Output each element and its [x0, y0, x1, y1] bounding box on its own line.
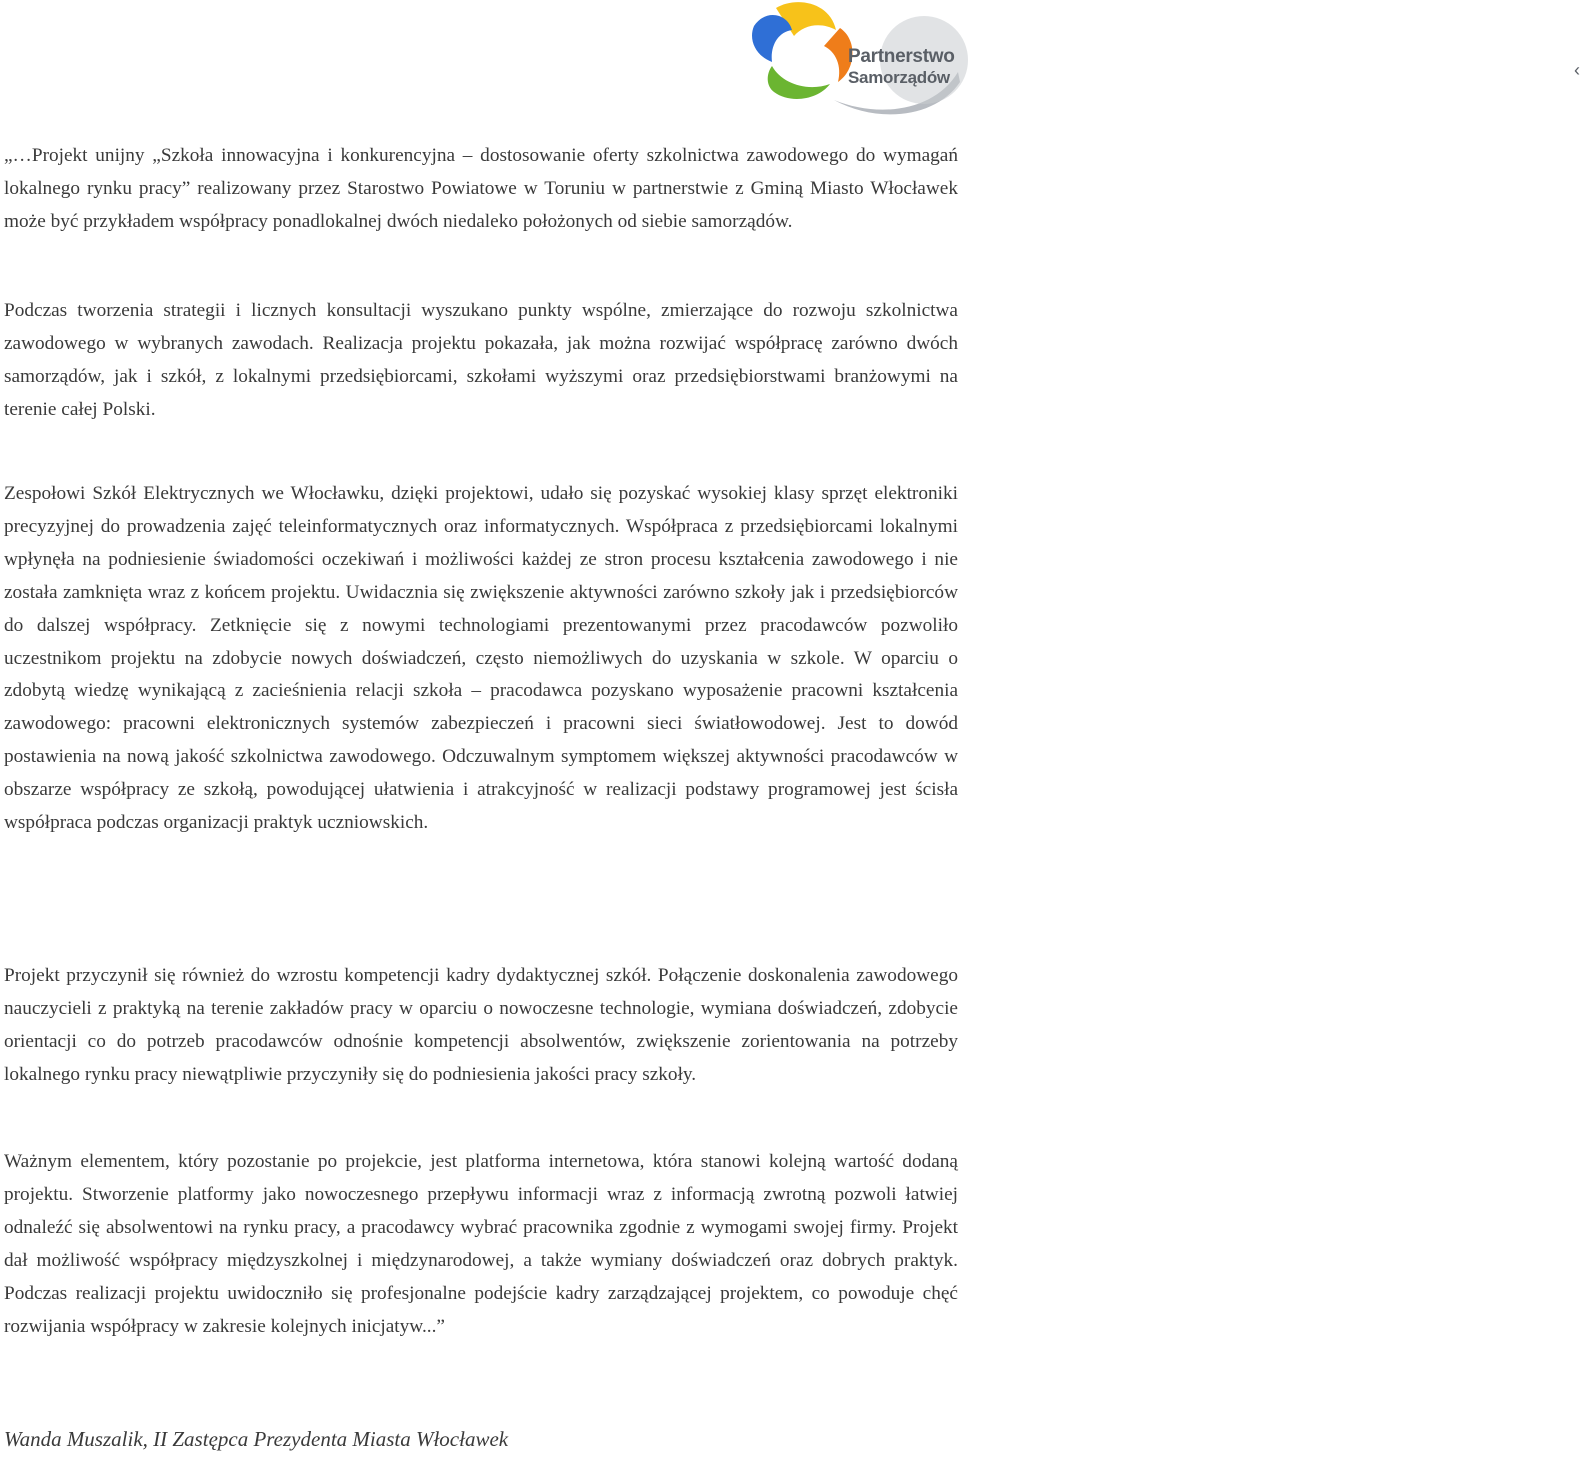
signature: Wanda Muszalik, II Zastępca Prezydenta Miasta Włocławek: [4, 1427, 509, 1451]
paragraph-intro: „…Projekt unijny „Szkoła innowacyjna i konkurencyjna – dostosowanie oferty szkolnictwa zawodowego do wymagań lokalnego rynku pracy” realizowany przez Starostwo Powiatowe w Toruniu w partnerstwie z Gminą Miasto Włocławek może być przykładem współpracy ponadlokalnej dwóch niedaleko położonych od siebie samorządów.: [4, 145, 958, 232]
paragraph-competence: Projekt przyczynił się również do wzrostu kompetencji kadry dydaktycznej szkół. Połączenie doskonalenia zawodowego nauczycieli z praktyką na terenie zakładów pracy w oparciu o nowoczesne technologie, wymiana doświadczeń, zdobycie orientacji co do potrzeb pracodawców odnośnie kompetencji absolwentów, zwiększenie zorientowania na potrzeby lokalnego rynku pracy niewątpliwie przyczyniły się do podniesienia jakości pracy szkoły.: [4, 965, 958, 1085]
paragraph-platform: Ważnym elementem, który pozostanie po projekcie, jest platforma internetowa, która stanowi kolejną wartość dodaną projektu. Stworzenie platformy jako nowoczesnego przepływu informacji wraz z informacją zwrotną pozwoli łatwiej odnaleźć się absolwentowi na rynku pracy, a pracodawcy wybrać pracownika zgodnie z wymogami swojej firmy. Projekt dał możliwość współpracy międzyszkolnej i międzynarodowej, a także wymiany doświadczeń oraz dobrych praktyk. Podczas realizacji projektu uwidoczniło się profesjonalne podejście kadry zarządzającej projektem, co powoduje chęć rozwijania współpracy w zakresie kolejnych inicjatyw...”: [4, 1151, 958, 1337]
logo-chevron: ‹: [1574, 60, 1580, 80]
paragraph-strategy: Podczas tworzenia strategii i licznych konsultacji wyszukano punkty wspólne, zmierzające do rozwoju szkolnictwa zawodowego w wybranych zawodach. Realizacja projektu pokazała, jak można rozwijać współpracę zarówno dwóch samorządów, jak i szkół, z lokalnymi przedsiębiorcami, szkołami wyższymi oraz przedsiębiorstwami branżowymi na terenie całej Polski.: [4, 300, 958, 420]
logo-text-line2: Samorządów: [848, 68, 950, 87]
paragraph-school: Zespołowi Szkół Elektrycznych we Włocławku, dzięki projektowi, udało się pozyskać wysokiej klasy sprzęt elektroniki precyzyjnej do prowadzenia zajęć teleinformatycznych oraz informatycznych. Współpraca z przedsiębiorcami lokalnymi wpłynęła na podniesienie świadomości oczekiwań i możliwości każdej ze stron procesu kształcenia zawodowego i nie została zamknięta wraz z końcem projektu. Uwidacznia się zwiększenie aktywności zarówno szkoły jak i przedsiębiorców do dalszej współpracy. Zetknięcie się z nowymi technologiami prezentowanymi przez pracodawców pozwoliło uczestnikom projektu na zdobycie nowych doświadczeń, często niemożliwych do uzyskania w szkole. W oparciu o zdobytą wiedzę wynikającą z zacieśnienia relacji szkoła – pracodawca pozyskano wyposażenie pracowni kształcenia zawodowego: pracowni elektronicznych systemów zabezpieczeń i pracowni sieci światłowodowej. Jest to dowód postawienia na nową jakość szkolnictwa zawodowego. Odczuwalnym symptomem większej aktywności pracodawców w obszarze współpracy ze szkołą, powodującej ułatwienia i atrakcyjność w realizacji podstawy programowej jest ścisła współpraca podczas organizacji praktyk uczniowskich.: [4, 483, 958, 834]
logo-text-line1: Partnerstwo: [848, 46, 955, 67]
